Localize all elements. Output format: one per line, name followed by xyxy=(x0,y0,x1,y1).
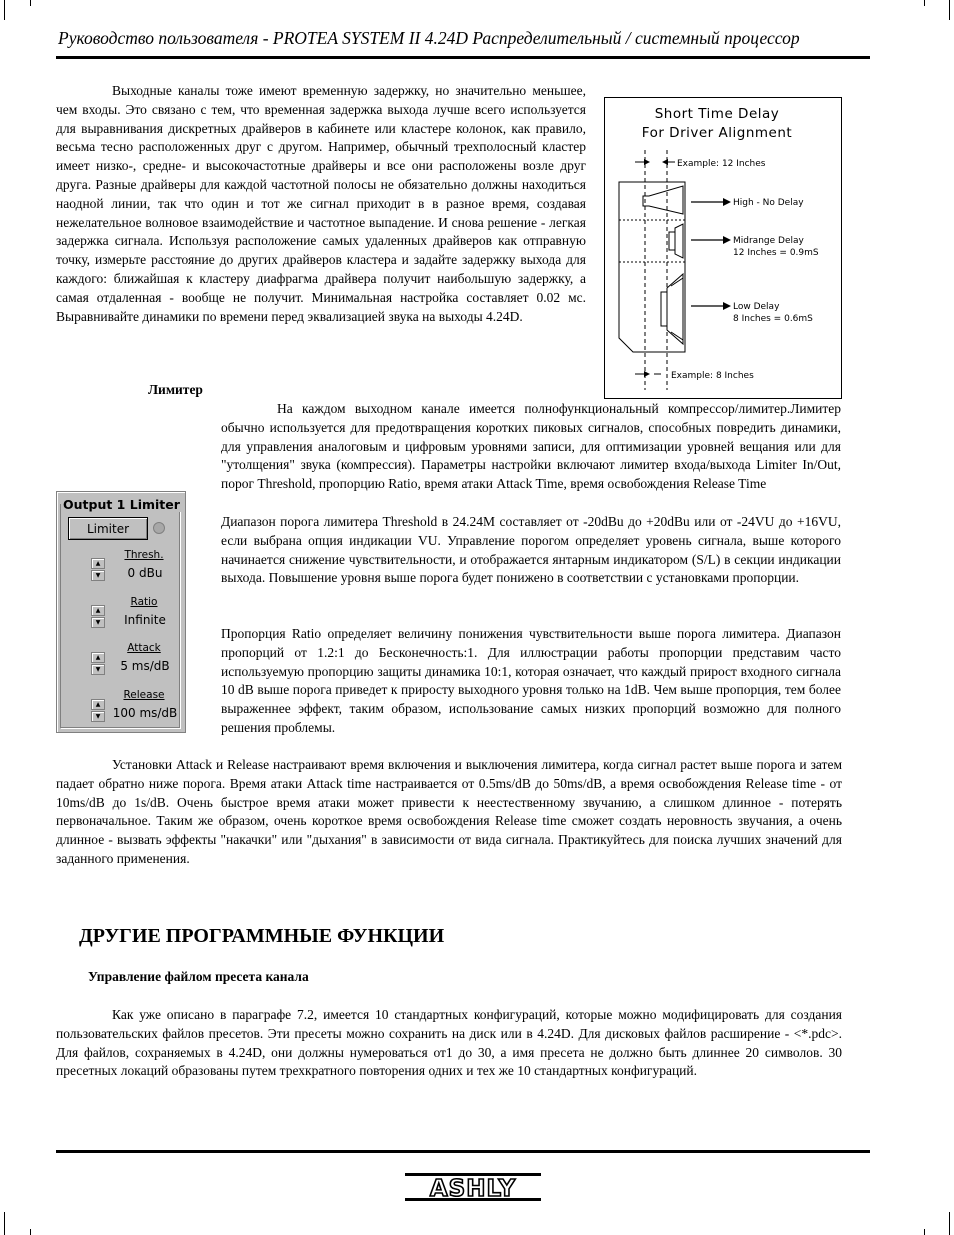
mid-label-1: Midrange Delay xyxy=(733,236,804,246)
thresh-label: Thresh. xyxy=(124,549,164,561)
crop-mark-top-right-tick xyxy=(924,0,925,6)
low-label-1: Low Delay xyxy=(733,302,780,312)
ashly-logo-graphic xyxy=(405,1172,541,1202)
spin-up-icon[interactable]: ▲ xyxy=(91,699,105,710)
spin-down-icon[interactable]: ▼ xyxy=(91,664,105,675)
footer-rule xyxy=(56,1150,870,1153)
attack-release-paragraph: Установки Attack и Release настраивают время включения и выключения лимитера, когда сигнал растет выше порога и затем падает обратно ниже порога. Время атаки Attack time настраивается от 0.5ms/dB до 50ms/dB, а время освобождения Release time - от 10ms/dB до 1s/dB. Очень быстрое время атаки может привести к неестественному звучанию, а слишком длинное - потерять первоначальное. Таким же образом, очень короткое время освобождения Release time сможет создать неровность звучания, а очень длинное - вызвать эффекты "накачки" или "дыхания" в зависимости от вида сигнала. Практикуйтесь для поиска лучших значений для заданного применения. xyxy=(56,757,842,866)
limiter-toggle-button[interactable]: Limiter xyxy=(68,517,148,540)
ratio-label: Ratio xyxy=(130,596,158,608)
high-label: High - No Delay xyxy=(733,198,804,208)
arrowhead-icon xyxy=(723,302,731,310)
attack-label: Attack xyxy=(127,642,161,654)
page-header-title: Руководство пользователя - PROTEA SYSTEM II 4.24D Распределительный / системный процессор xyxy=(58,28,800,48)
subsection-heading: Управление файлом пресета канала xyxy=(88,969,309,984)
arrowhead-icon xyxy=(644,159,650,165)
release-spinner[interactable] xyxy=(91,699,105,722)
mid-label-2: 12 Inches = 0.9mS xyxy=(733,248,819,258)
figure-title-line1: Short Time Delay xyxy=(654,106,780,122)
woofer-cone-icon xyxy=(667,274,683,344)
crop-mark-bottom-right-v xyxy=(949,1212,950,1235)
limiter-paragraph-2: Диапазон порога лимитера Threshold в 24.24M составляет от -20dBu до +20dBu или от -24VU до +16VU, если выбрана опция индикации VU. Управление порогом определяет уровень сигнала, выше которого начинается снижение чувствительности, и отображается янтарным индикатором (S/L) в секции индикации выхода. Повышение уровня выше порога будет понижено в соответствии с установками пропорции. xyxy=(221,514,841,586)
woofer-magnet-icon xyxy=(661,292,667,326)
midrange-cone-icon xyxy=(675,224,683,258)
attack-value: 5 ms/dB xyxy=(120,659,170,673)
spin-down-icon[interactable]: ▼ xyxy=(91,711,105,722)
figure-title-line2: For Driver Alignment xyxy=(641,125,793,141)
preset-paragraph: Как уже описано в параграфе 7.2, имеется 10 стандартных конфигураций, которые можно модифицировать для создания пользовательских файлов пресетов. Эти пресеты можно сохранить на диск или в 4.24D. Для дисковых файлов расширение - <*.pdc>. Для файлов, сохраняемых в 4.24D, они должны нумероваться от1 до 30, а имя пресета не должно быть длиннее 20 символов. 30 пресетных локаций образованы путем трехкратного повторения одних и тех же 10 стандартных конфигураций. xyxy=(56,1007,842,1079)
speaker-cabinet-outline xyxy=(619,182,685,352)
crop-mark-top-right-v xyxy=(949,0,950,20)
tweeter-horn-icon xyxy=(643,186,683,214)
ratio-spinner[interactable] xyxy=(91,605,105,628)
arrowhead-icon xyxy=(723,198,731,206)
crop-mark-bottom-left-tick xyxy=(30,1229,31,1235)
driver-alignment-figure xyxy=(604,97,842,399)
arrowhead-icon xyxy=(662,159,668,165)
intro-paragraph: Выходные каналы тоже имеют временную задержку, но значительно меньшее, чем входы. Это связано с тем, что временная задержка выхода лучше всего используется для выравнивания дискретных драйверов в кабинете или кластере колонок, как правило, весьма тесно расположенных друг с другом. Например, обычный трехполосный кластер имеет низко-, средне- и высокочастотные драйверы и все они расположены возле друг друга. Разные драйверы для каждой частотной полосы не обязательно должны находиться наодной линии, так что один и тот же сигнал приходит в в разное время, создавая нежелательное волновое взаимодействие и частотное выпадение. И снова решение - легкая задержка сигнала. Используя расположение самых удаленных драйверов как отправную точку, измерьте расстояние до других драйверов кластера и задайте задержку выхода для каждого: ближайшая к кластеру диафрагма драйвера получит наибольшую задержку, а самая отдаленная - вообще не получит. Минимальная настройка составляет 0.02 мс. Выравнивайте динамики по времени перед эквализацией звука на выходы 4.24D. xyxy=(56,83,586,324)
limiter-paragraph-1: На каждом выходном канале имеется полнофункциональный компрессор/лимитер.Лимитер обычно используется для предотвращения коротких пиковых сигналов, способных повредить динамики, для управления аналоговым и цифровым уровнями записи, для оптимизации уровней вещания или для "утолщения" звука (компрессия). Параметры настройки включают лимитер входа/выхода Limiter In/Out, порог Threshold, пропорцию Ratio, время атаки Attack Time, время освобождения Release Time xyxy=(221,401,841,492)
attack-spinner[interactable] xyxy=(91,652,105,675)
ratio-value: Infinite xyxy=(124,613,166,627)
limiter-status-led-icon xyxy=(153,522,165,534)
crop-mark-bottom-left-v xyxy=(4,1212,5,1235)
spin-up-icon[interactable]: ▲ xyxy=(91,652,105,663)
arrowhead-icon xyxy=(644,371,650,377)
spin-down-icon[interactable]: ▼ xyxy=(91,617,105,628)
thresh-value: 0 dBu xyxy=(127,566,163,580)
spin-down-icon[interactable]: ▼ xyxy=(91,570,105,581)
logo-text: ASHLY xyxy=(429,1176,517,1202)
midrange-driver-icon xyxy=(669,232,675,250)
example-bottom-label: Example: 8 Inches xyxy=(671,371,754,381)
spin-up-icon[interactable]: ▲ xyxy=(91,558,105,569)
crop-mark-top-left-v xyxy=(4,0,5,20)
limiter-heading: Лимитер xyxy=(148,382,203,397)
crop-mark-top-left-h xyxy=(4,0,5,1)
ratio-paragraph: Пропорция Ratio определяет величину понижения чувствительности выше порога лимитера. Диапазон пропорций от 1.2:1 до Бесконечность:1. Для иллюстрации работы пропорции представим часто используемую пропорцию защиты динамика 10:1, которая означает, что каждый прирост входного сигнала 10 dB выше порога приведет к приросту выходного уровня только на 1dB. Чем выше пропорция, тем более выраженнее эффект, таким образом, использование самых низких пропорций возможно для полного решения проблемы. xyxy=(221,626,841,735)
driver-alignment-diagram xyxy=(605,98,841,398)
release-label: Release xyxy=(123,689,165,701)
example-top-label: Example: 12 Inches xyxy=(677,159,766,169)
section-heading: ДРУГИЕ ПРОГРАММНЫЕ ФУНКЦИИ xyxy=(79,925,445,947)
panel-title: Output 1 Limiter xyxy=(63,497,180,512)
crop-mark-bottom-right-tick xyxy=(924,1229,925,1235)
crop-mark-top-left-tick xyxy=(30,0,31,6)
output-limiter-panel xyxy=(56,491,186,733)
spin-up-icon[interactable]: ▲ xyxy=(91,605,105,616)
release-value: 100 ms/dB xyxy=(112,706,178,720)
low-label-2: 8 Inches = 0.6mS xyxy=(733,314,813,324)
thresh-spinner[interactable] xyxy=(91,558,105,581)
ashly-logo xyxy=(405,1172,541,1202)
header-rule xyxy=(56,56,870,59)
arrowhead-icon xyxy=(723,236,731,244)
